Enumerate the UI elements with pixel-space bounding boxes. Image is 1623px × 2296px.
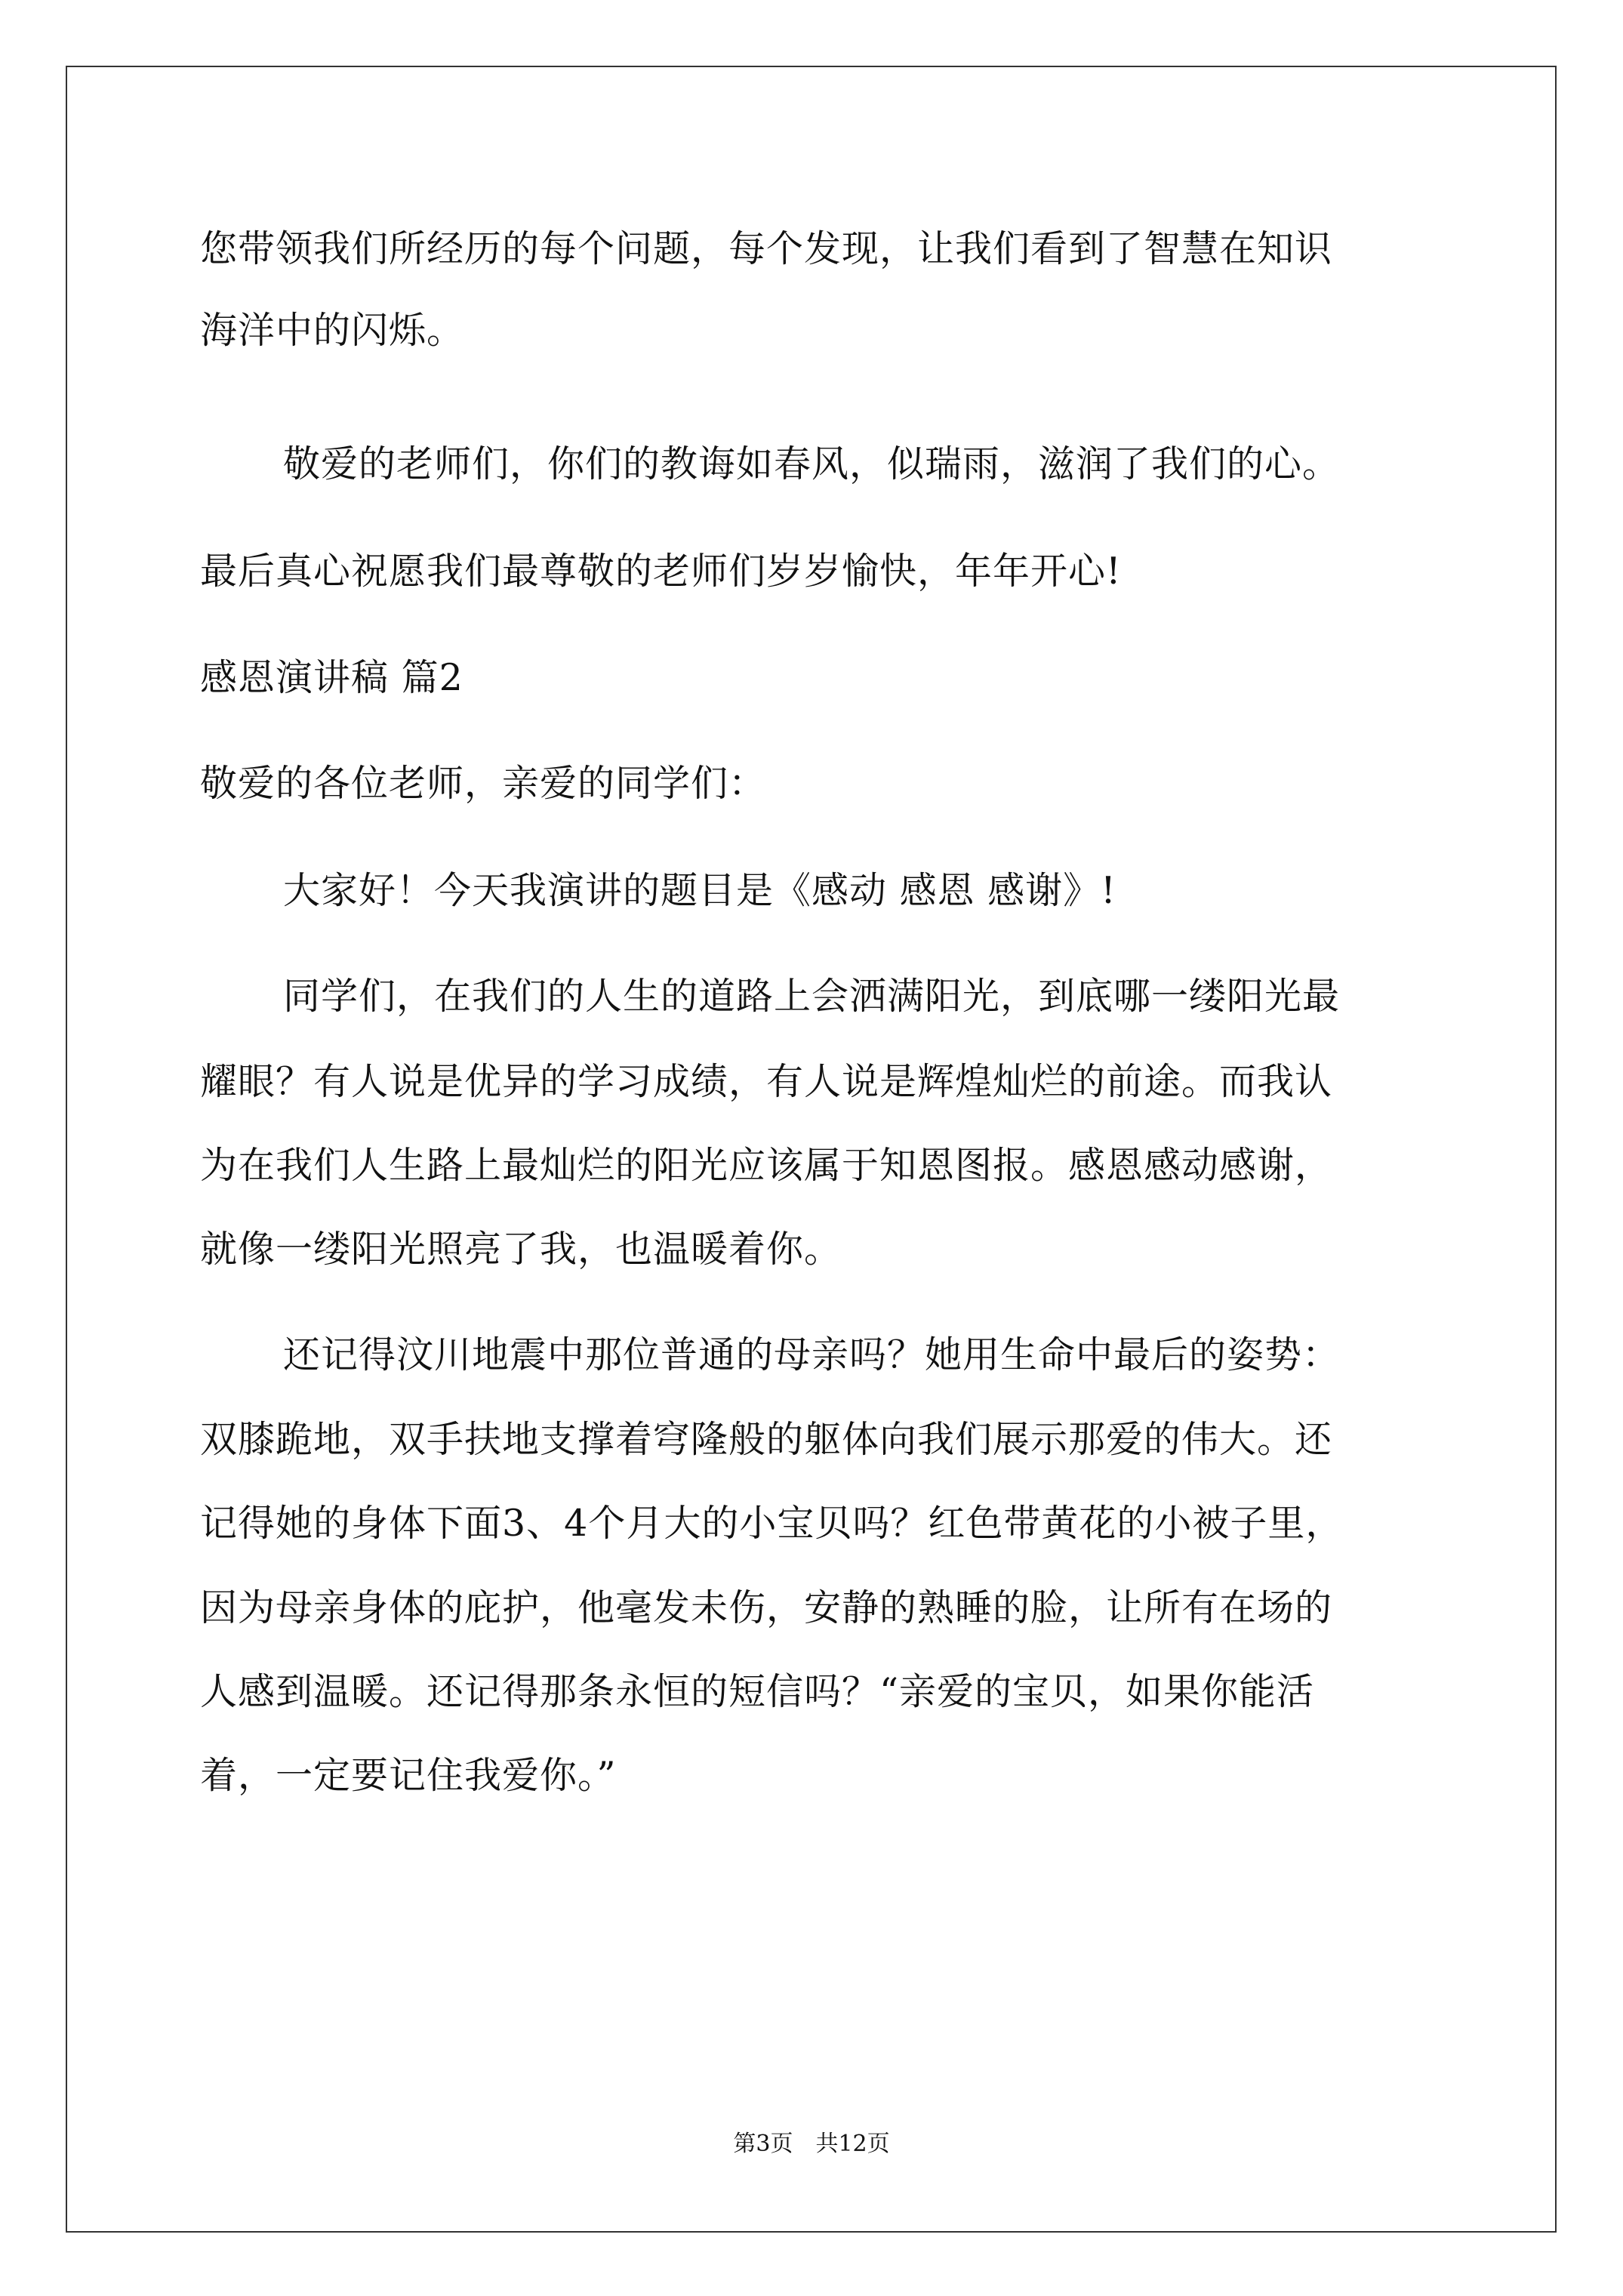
text-line: 着，一定要记住我爱你。” bbox=[200, 1754, 617, 1797]
text-line: 耀眼？有人说是优异的学习成绩，有人说是辉煌灿烂的前途。而我认 bbox=[200, 1060, 1333, 1103]
text-line: 海洋中的闪烁。 bbox=[200, 309, 465, 352]
text-line: 同学们，在我们的人生的道路上会洒满阳光，到底哪一缕阳光最 bbox=[283, 975, 1341, 1018]
text-line: 为在我们人生路上最灿烂的阳光应该属于知恩图报。感恩感动感谢， bbox=[200, 1144, 1333, 1187]
page-number-footer: 第3页 共12页 bbox=[733, 2131, 890, 2157]
text-line: 敬爱的老师们，你们的教诲如春风，似瑞雨，滋润了我们的心。 bbox=[283, 442, 1341, 485]
text-line: 双膝跪地，双手扶地支撑着穹隆般的躯体向我们展示那爱的伟大。还 bbox=[200, 1418, 1333, 1461]
text-line: 就像一缕阳光照亮了我，也温暖着你。 bbox=[200, 1228, 842, 1271]
text-line: 还记得汶川地震中那位普通的母亲吗？她用生命中最后的姿势： bbox=[283, 1333, 1341, 1376]
text-line: 人感到温暖。还记得那条永恒的短信吗？“亲爱的宝贝，如果你能活 bbox=[200, 1670, 1315, 1713]
text-line: 记得她的身体下面3、4个月大的小宝贝吗？红色带黄花的小被子里， bbox=[200, 1502, 1344, 1545]
text-line: 您带领我们所经历的每个问题，每个发现，让我们看到了智慧在知识 bbox=[200, 227, 1333, 270]
section-heading: 感恩演讲稿 篇2 bbox=[200, 656, 463, 699]
text-line: 大家好！今天我演讲的题目是《感动 感恩 感谢》! bbox=[283, 869, 1116, 912]
salutation: 敬爱的各位老师，亲爱的同学们： bbox=[200, 762, 767, 805]
text-line: 因为母亲身体的庇护，他毫发未伤，安静的熟睡的脸，让所有在场的 bbox=[200, 1586, 1333, 1629]
text-line: 最后真心祝愿我们最尊敬的老师们岁岁愉快，年年开心! bbox=[200, 550, 1122, 593]
